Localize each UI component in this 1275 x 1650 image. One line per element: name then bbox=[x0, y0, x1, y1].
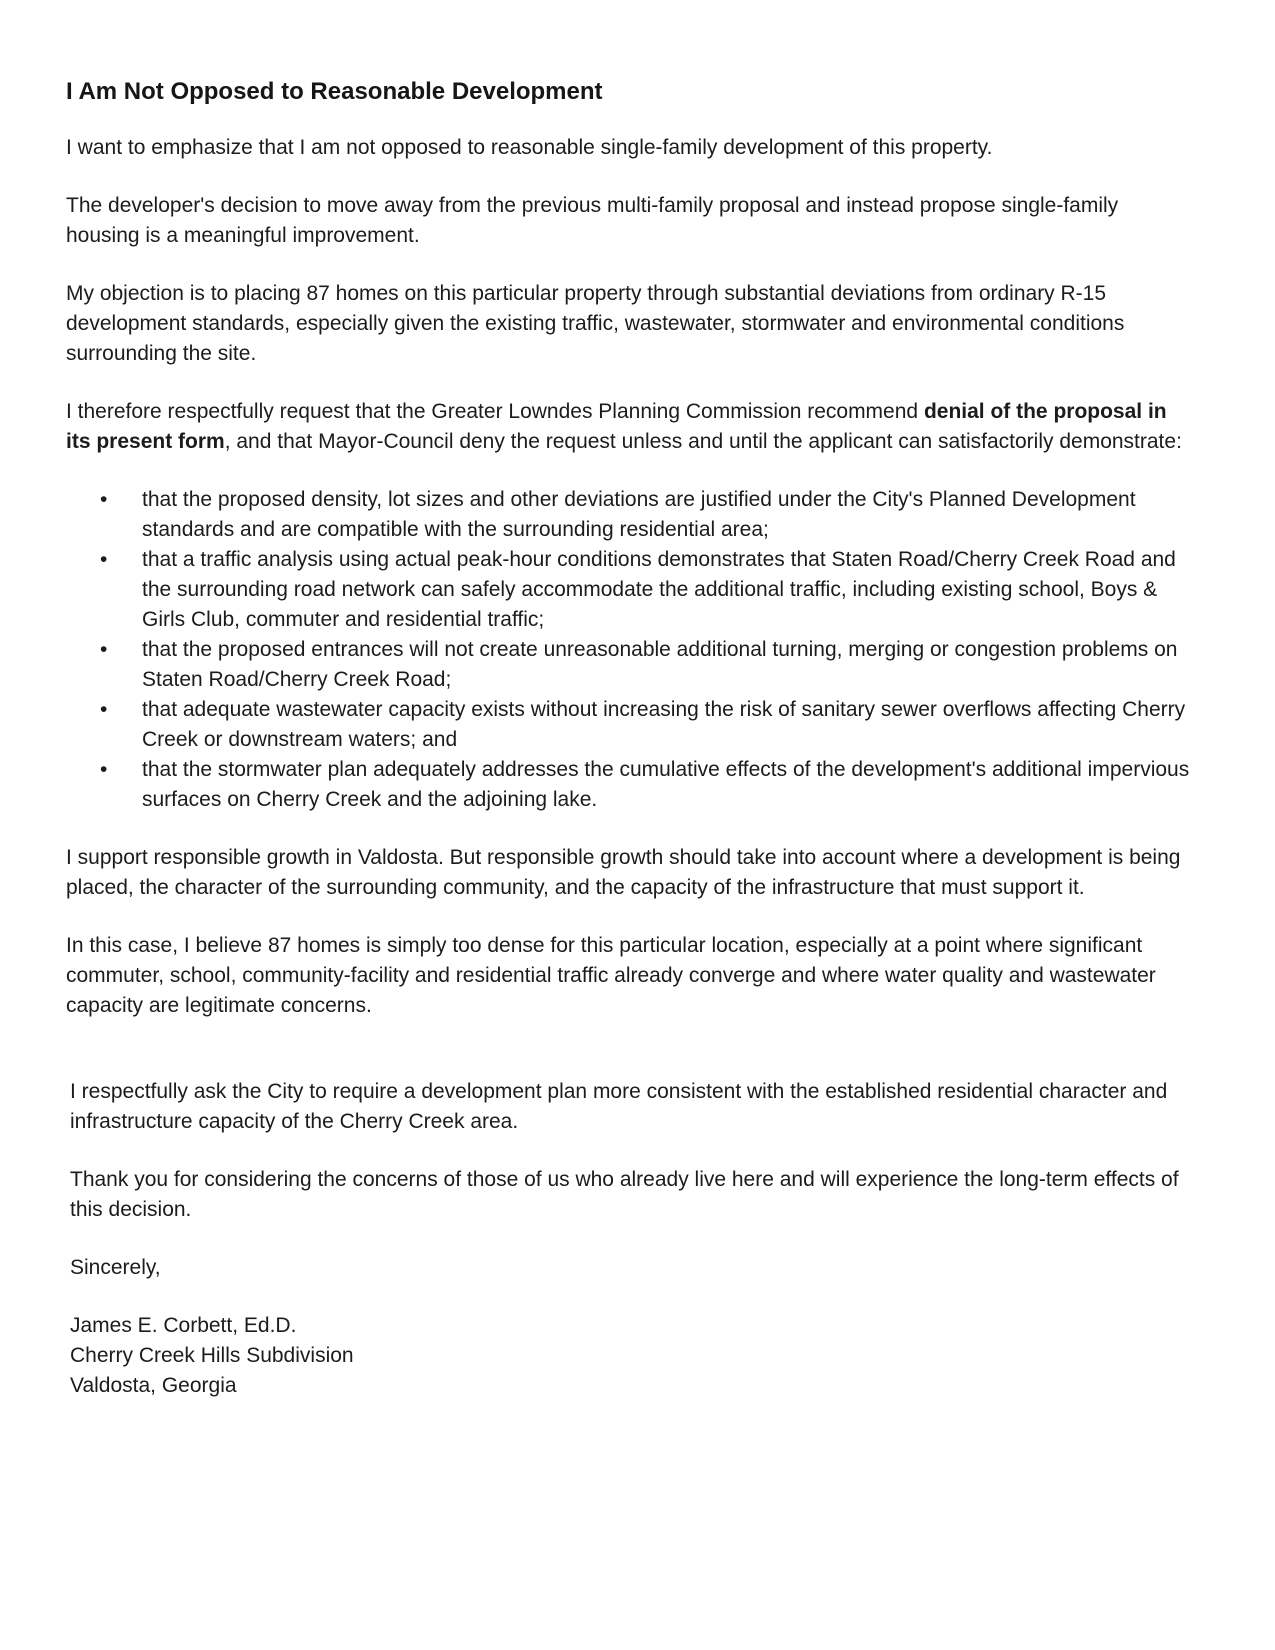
requirement-text: that a traffic analysis using actual peak-hour conditions demonstrates that Staten Road/Cherry Creek Road and the surrounding road network can safely accommodate the additional traffic, including existing school, Boys & Girls Club, commuter and residential traffic; bbox=[142, 548, 1176, 632]
paragraph-objection: My objection is to placing 87 homes on this particular property through substantial deviations from ordinary R-15 development standards, especially given the existing traffic, wastewater, stormwater and environmental conditions surrounding the site. bbox=[66, 282, 1125, 366]
closing-block bbox=[66, 1077, 1196, 1401]
list-item bbox=[100, 635, 1196, 695]
paragraph-thank-you: Thank you for considering the concerns of those of us who already live here and will experience the long-term effects of this decision. bbox=[70, 1168, 1179, 1222]
request-denial-emphasis: denial of the proposal in its present form bbox=[66, 400, 1167, 454]
bullet-icon: • bbox=[100, 758, 108, 782]
signer-city: Valdosta, Georgia bbox=[70, 1374, 237, 1398]
letter-content bbox=[66, 76, 1196, 1401]
paragraph-improvement: The developer's decision to move away from the previous multi-family proposal and instead propose single-family housing is a meaningful improvement. bbox=[66, 194, 1119, 248]
signer-name: James E. Corbett, Ed.D. bbox=[70, 1314, 297, 1338]
requirement-text: that the proposed entrances will not create unreasonable additional turning, merging or congestion problems on Staten Road/Cherry Creek Road; bbox=[142, 638, 1178, 692]
requirement-text: that adequate wastewater capacity exists without increasing the risk of sanitary sewer overflows affecting Cherry Creek or downstream waters; and bbox=[142, 698, 1186, 752]
requirement-text: that the stormwater plan adequately addresses the cumulative effects of the development's additional impervious surfaces on Cherry Creek and the adjoining lake. bbox=[142, 758, 1190, 812]
salutation: Sincerely, bbox=[70, 1256, 161, 1280]
bullet-icon: • bbox=[100, 638, 108, 662]
paragraph-not-opposed: I want to emphasize that I am not opposed to reasonable single-family development of this property. bbox=[66, 136, 993, 160]
signer-subdivision: Cherry Creek Hills Subdivision bbox=[70, 1344, 354, 1368]
requirement-text: that the proposed density, lot sizes and other deviations are justified under the City's Planned Development standards and are compatible with the surrounding residential area; bbox=[142, 488, 1136, 542]
paragraph-request bbox=[66, 397, 1196, 457]
bullet-icon: • bbox=[100, 698, 108, 722]
list-item bbox=[100, 485, 1196, 545]
spacer bbox=[66, 1049, 1196, 1077]
request-text-end: , and that Mayor-Council deny the request unless and until the applicant can satisfactorily demonstrate: bbox=[224, 430, 1182, 454]
requirements-list bbox=[66, 485, 1196, 815]
bullet-icon: • bbox=[100, 488, 108, 512]
paragraph-responsible-growth: I support responsible growth in Valdosta. But responsible growth should take into account where a development is being placed, the character of the surrounding community, and the capacity of the infrastructure that must support it. bbox=[66, 846, 1181, 900]
paragraph-ask-city: I respectfully ask the City to require a development plan more consistent with the established residential character and infrastructure capacity of the Cherry Creek area. bbox=[70, 1080, 1168, 1134]
request-text-start: I therefore respectfully request that the Greater Lowndes Planning Commission recommend bbox=[66, 400, 924, 424]
list-item bbox=[100, 755, 1196, 815]
paragraph-too-dense: In this case, I believe 87 homes is simply too dense for this particular location, especially at a point where significant commuter, school, community-facility and residential traffic already converge and where water quality and wastewater capacity are legitimate concerns. bbox=[66, 934, 1156, 1018]
letter-heading: I Am Not Opposed to Reasonable Development bbox=[66, 78, 603, 105]
list-item bbox=[100, 695, 1196, 755]
list-item bbox=[100, 545, 1196, 635]
bullet-icon: • bbox=[100, 548, 108, 572]
